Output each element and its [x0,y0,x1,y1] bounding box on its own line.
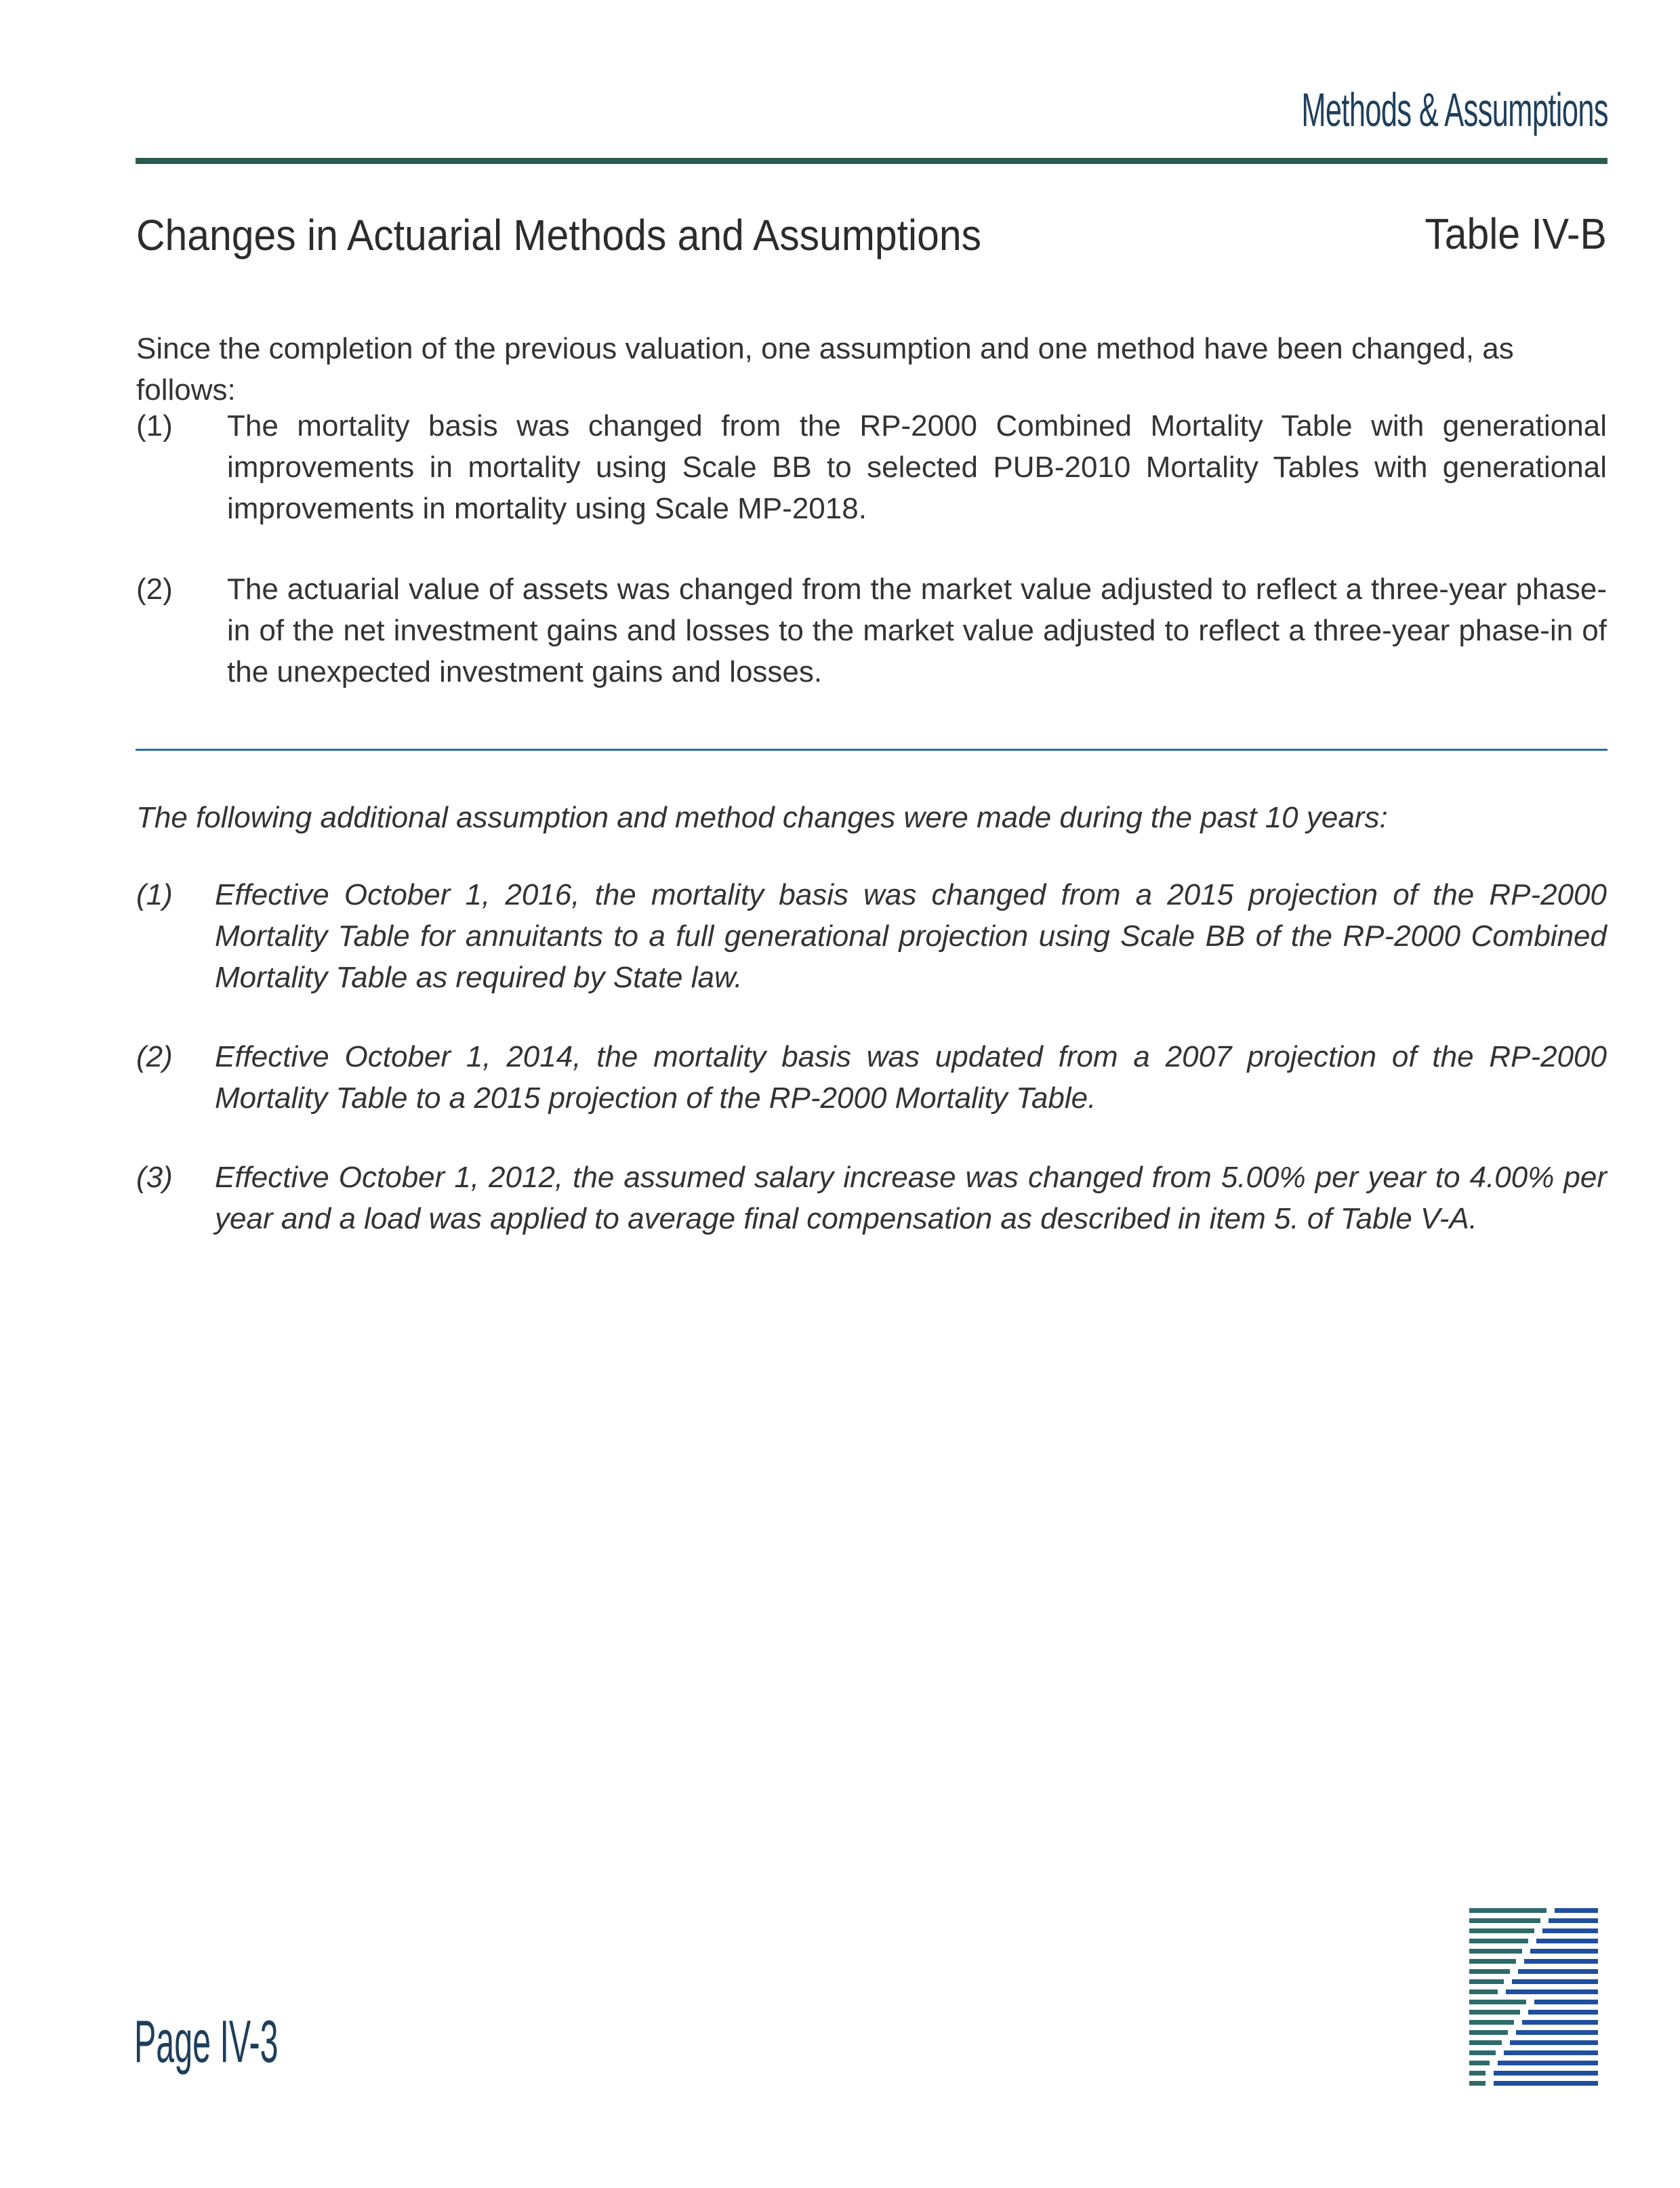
item-text: The actuarial value of assets was changed from the market value adjusted to reflect a three-year phase-in of the net investment gains and losses to the market value adjusted to reflect a three-year phase-in of the unexpected investment gains and losses. [227,573,1607,688]
list-item [136,1157,1607,1239]
item-number: (3) [136,1161,173,1194]
logo-stripe [1498,2061,1598,2065]
logo-stripe [1469,2050,1496,2055]
header-rule [136,158,1607,164]
item-number: (2) [136,573,173,606]
logo-stripe [1469,1928,1534,1933]
logo-stripe [1469,2061,1490,2065]
item-text: Effective October 1, 2012, the assumed salary increase was changed from 5.00% per year to 4.00% per year and a load was applied to average final compensation as described in item 5. of Table V-A. [215,1161,1607,1235]
logo-stripe [1518,1969,1598,1974]
logo-stripe [1469,2010,1520,2015]
item-text: Effective October 1, 2016, the mortality basis was changed from a 2015 projection of the RP-2000 Mortality Table for annuitants to a full generational projection using Scale BB of the RP-2000 Combined Mortality Table as required by State law. [215,878,1607,994]
logo-stripe [1469,2030,1508,2035]
logo-stripe [1530,1949,1598,1954]
section-header: Methods & Assumptions [1301,83,1608,136]
list-item [136,1036,1607,1119]
logo-stripe [1506,1989,1598,1994]
logo-stripe [1549,1918,1598,1923]
table-id: Table IV-B [1425,209,1607,258]
current-changes-list [136,405,1607,732]
logo-stripe [1469,1969,1510,1974]
logo-stripe [1469,1918,1540,1923]
logo-stripe [1469,1979,1504,1984]
logo-stripe [1555,1908,1598,1913]
page-title: Changes in Actuarial Methods and Assumptions [136,211,982,260]
logo-stripe [1510,2040,1598,2045]
logo-stripe [1528,2010,1598,2015]
logo-stripe [1469,1959,1516,1964]
list-item [136,405,1607,529]
list-item [136,569,1607,693]
page-number: Page IV-3 [134,2008,279,2075]
logo-stripe [1494,2081,1598,2086]
logo-stripe [1469,1949,1522,1954]
striped-s-logo-icon [1469,1905,1598,2090]
logo-stripe [1469,2040,1502,2045]
past-changes-intro: The following additional assumption and method changes were made during the past 10 years: [136,801,1388,834]
logo-stripe [1469,1908,1546,1913]
item-number: (2) [136,1040,173,1073]
logo-stripe [1469,1989,1498,1994]
past-changes-list [136,874,1607,1277]
logo-stripe [1494,2071,1598,2076]
logo-stripe [1469,2081,1486,2086]
logo-stripe [1512,1979,1598,1984]
logo-stripe [1469,2020,1514,2025]
logo-stripe [1504,2050,1598,2055]
logo-stripe [1469,2071,1486,2076]
list-item [136,874,1607,998]
current-changes-intro: Since the completion of the previous valuation, one assumption and one method have been changed, as follows: [136,332,1514,407]
section-divider [136,749,1607,751]
logo-stripe [1469,1939,1528,1943]
logo-stripe [1524,1959,1598,1964]
item-text: Effective October 1, 2014, the mortality basis was updated from a 2007 projection of the RP-2000 Mortality Table to a 2015 projection of the RP-2000 Mortality Table. [215,1040,1607,1115]
logo-stripe [1542,1928,1598,1933]
logo-stripe [1469,2000,1526,2004]
item-text: The mortality basis was changed from the RP-2000 Combined Mortality Table with generational improvements in mortality using Scale BB to selected PUB-2010 Mortality Tables with generational improvements in mortality using Scale MP-2018. [227,409,1607,525]
item-number: (1) [136,878,173,911]
item-number: (1) [136,409,173,442]
logo-stripe [1536,1939,1598,1943]
logo-stripe [1516,2030,1598,2035]
logo-stripe [1534,2000,1598,2004]
logo-stripe [1522,2020,1598,2025]
